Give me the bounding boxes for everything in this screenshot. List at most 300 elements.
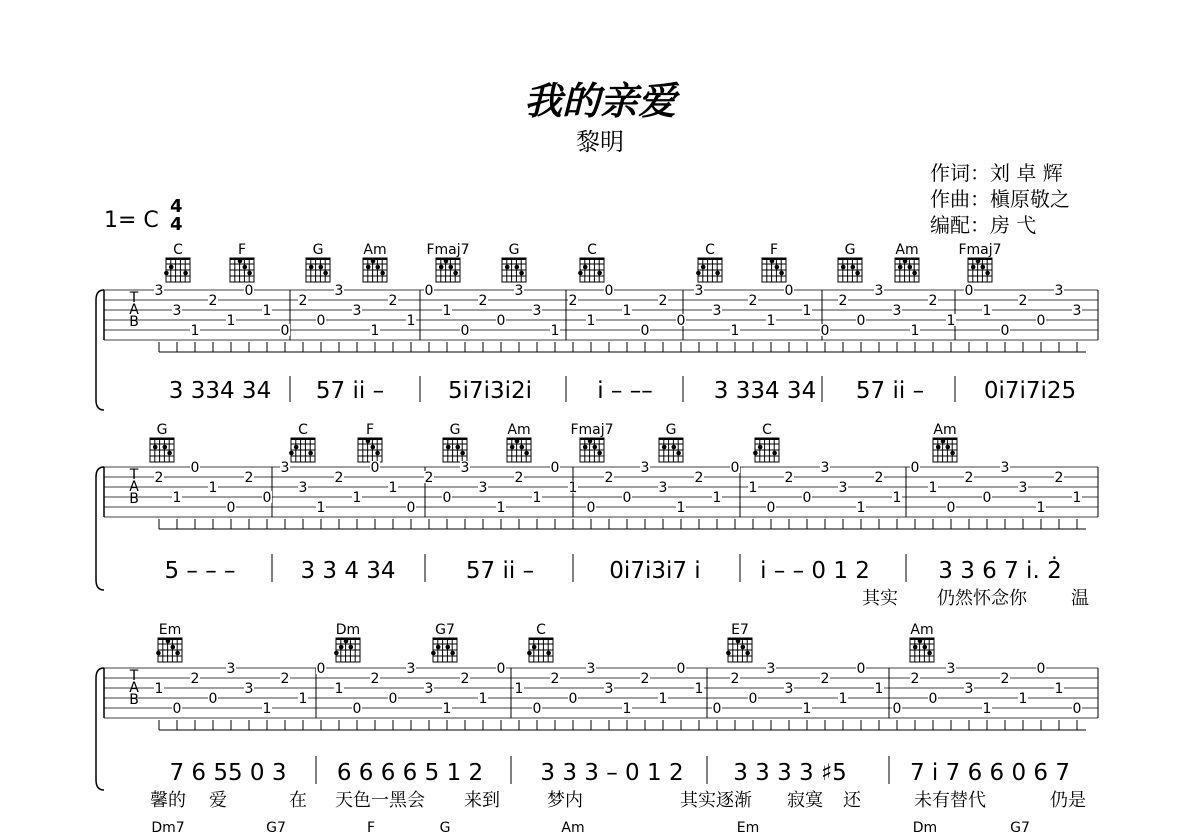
chord-diagram-r2-6-label: G [665,422,677,438]
jianpu-measure-r2-4: i̇ – – 0 1 2 [760,558,870,584]
tab-r3-note: 0 [352,701,362,717]
chord-diagram-r2-4-dot [524,451,529,456]
chord-diagram-r1-4-dot [449,265,454,270]
chord-diagram-r1-2-dot [323,271,328,276]
tab-r3-note: 1 [694,681,704,697]
tab-r1-note: 1 [550,323,560,339]
chord-diagram-r1-10-dot [898,265,903,270]
tab-r2-note: 0 [982,490,992,506]
chord-diagram-r1-3-dot [376,265,381,270]
tab-r1-note: 0 [856,313,866,329]
chord-diagram-r3-3-label: C [536,622,546,638]
tab-r1-note: 2 [568,293,578,309]
tab-r1-note: 0 [460,323,470,339]
tab-r2-note: 1 [568,480,578,496]
chord-diagram-r1-4-dot [453,271,458,276]
chord-diagram-r3-2-dot [450,651,455,656]
tab-r2-note: 2 [154,470,164,486]
tab-r3-note: 1 [1054,681,1064,697]
lyric-r3-8: 还 [843,790,861,811]
chord-name-r4-7: G7 [1010,820,1030,832]
chord-diagram-r1-6-dot [578,271,583,276]
tab-r3-note: 0 [568,691,578,707]
chord-name-r4-4: Am [561,820,585,832]
tab-staff-r1-tab-letter: T [129,290,139,306]
tab-staff-r3-tab-letter: T [129,668,139,684]
tab-r1-note: 3 [874,283,884,299]
tab-r2-note: 0 [802,490,812,506]
chord-diagram-r3-1-dot [344,639,349,644]
tab-r1-note: 1 [370,323,380,339]
composer-credit: 作曲：槇原敬之 [930,187,1070,211]
chord-diagram-r1-3-dot [380,271,385,276]
chord-diagram-r1-11-dot [971,265,976,270]
tab-r3-note: 1 [154,681,164,697]
chord-diagram-r2-8-dot [936,445,941,450]
tab-r2-note: 1 [1036,500,1046,516]
tab-r2-note: 3 [838,480,848,496]
tab-r1-note: 3 [892,303,902,319]
tab-r1-note: 2 [208,293,218,309]
tab-r1-note: 1 [442,303,452,319]
chord-diagram-r3-3-dot [532,645,537,650]
tab-r2-note: 1 [676,500,686,516]
tab-r1-note: 1 [406,313,416,329]
chord-name-r4-6: Dm [912,820,938,832]
tab-r2-note: 1 [856,500,866,516]
tab-r2-note: 0 [226,500,236,516]
tab-r3-note: 2 [280,671,290,687]
lyric-r2-0: 其实 [862,588,898,609]
chord-diagram-r1-3-dot [366,265,371,270]
tab-r1-note: 3 [334,283,344,299]
tab-r3-note: 1 [982,701,992,717]
tab-r2-note: 0 [730,460,740,476]
tab-r2-note: 0 [766,500,776,516]
chord-diagram-r1-4-dot [444,259,449,264]
chord-diagram-r2-1-label: C [298,422,308,438]
chord-diagram-r3-0-dot [166,639,171,644]
chord-diagram-r2-7-label: C [762,422,772,438]
tab-r3-note: 1 [1018,691,1028,707]
tab-staff-r1-tab-letter: B [129,314,139,330]
tab-r2-note: 1 [712,490,722,506]
tab-r2-note: 0 [370,460,380,476]
tab-r2-note: 2 [514,470,524,486]
chord-diagram-r3-4-dot [741,645,746,650]
jianpu-measure-r3-2: 3 3 3 – 0 1 2 [540,760,684,786]
tab-staff-r1-tab-letter: A [129,302,139,318]
tab-r3-note: 0 [388,691,398,707]
tab-r2-note: 3 [820,460,830,476]
chord-diagram-r2-2-dot [375,451,380,456]
tab-r2-note: 3 [1000,460,1010,476]
jianpu-measure-r1-4: 3 334 34 [713,378,817,404]
chord-diagram-r1-0-label: C [173,242,183,258]
chord-diagram-r2-6-dot [662,445,667,450]
tab-r1-note: 1 [730,323,740,339]
chord-name-r4-0: Dm7 [151,820,185,832]
tab-r3-note: 2 [820,671,830,687]
arranger-credit: 编配：房 弋 [930,213,1037,237]
song-title: 我的亲爱 [523,79,676,123]
chord-diagram-r3-3-dot [546,651,551,656]
chord-diagram-r2-7-dot [753,451,758,456]
chord-diagram-r1-3-dot [371,259,376,264]
tab-r2-note: 2 [964,470,974,486]
chord-diagram-r2-4-dot [520,445,525,450]
tab-r2-note: 1 [316,500,326,516]
tab-r3-note: 1 [658,691,668,707]
jianpu-measure-r1-1: 57 i̇i̇ – [315,378,385,404]
tab-staff-r3-tab-letter: B [129,692,139,708]
tab-r1-note: 1 [190,323,200,339]
lyric-r3-0: 馨的 [150,790,186,811]
chord-diagram-r3-1-dot [349,645,354,650]
chord-diagram-r1-0-dot [164,271,169,276]
lyricist-credit: 作词：刘 卓 辉 [930,161,1063,185]
chord-diagram-r3-2-label: G7 [435,622,455,638]
artist-name: 黎明 [576,128,624,156]
tab-r3-note: 0 [856,661,866,677]
system-bracket-r2 [96,467,104,590]
tab-r3-note: 3 [766,661,776,677]
jianpu-measure-r3-1: 6 6 6 6 5 1 2 [336,760,484,786]
chord-diagram-r2-5-dot [597,451,602,456]
tab-r3-note: 2 [730,671,740,687]
tab-staff-r2-tab-letter: B [129,491,139,507]
jianpu-measure-r1-3: i̇ – –– [597,378,653,404]
chord-diagram-r2-5-dot [583,445,588,450]
tab-r1-note: 0 [640,323,650,339]
tab-r2-note: 0 [442,490,452,506]
tab-r3-note: 3 [586,661,596,677]
chord-diagram-r1-5-dot [505,265,510,270]
tab-r3-note: 2 [1000,671,1010,687]
chord-diagram-r3-1-dot [339,645,344,650]
chord-diagram-r2-3-dot [446,445,451,450]
chord-diagram-r1-5-label: G [508,242,520,258]
key-signature: 1= C [104,208,159,233]
tab-r3-note: 3 [604,681,614,697]
tab-r1-note: 2 [838,293,848,309]
chord-diagram-r1-11-dot [985,271,990,276]
chord-diagram-r3-5-dot [927,651,932,656]
chord-diagram-r2-0-dot [163,445,168,450]
tab-r1-note: 0 [496,313,506,329]
chord-diagram-r2-3-dot [456,445,461,450]
tab-r1-note: 1 [586,313,596,329]
chord-diagram-r1-2-dot [309,265,314,270]
tab-r3-note: 1 [874,681,884,697]
tab-r2-note: 2 [334,470,344,486]
tab-r1-note: 3 [1072,303,1082,319]
jianpu-measure-r3-0: 7 6 55 0 3 [169,760,287,786]
time-signature-top: 4 [170,196,183,217]
jianpu-measure-r2-1: 3 3 4 34 [300,558,396,584]
chord-diagram-r1-2-label: G [312,242,324,258]
lyric-r2-2: 温 [1071,588,1089,609]
tab-r1-note: 1 [946,313,956,329]
tab-r2-note: 1 [532,490,542,506]
chord-diagram-r2-1-dot [308,451,313,456]
tab-r2-note: 1 [928,480,938,496]
tab-r3-note: 1 [298,691,308,707]
chord-diagram-r2-3-dot [460,451,465,456]
tab-r1-note: 1 [766,313,776,329]
lyric-r3-5: 梦内 [547,790,583,811]
tab-r3-note: 0 [712,701,722,717]
tab-r2-note: 0 [406,500,416,516]
chord-diagram-r1-9-dot [841,265,846,270]
lyric-r3-7: 寂寞 [787,790,823,811]
tab-r1-note: 0 [1000,323,1010,339]
chord-name-r4-1: G7 [266,820,286,832]
chord-diagram-r1-3-label: Am [363,242,387,258]
lyric-r3-9: 未有替代 [914,790,986,811]
chord-diagram-r1-4-dot [439,265,444,270]
chord-diagram-r2-1-dot [289,451,294,456]
tab-r1-note: 2 [1018,293,1028,309]
chord-diagram-r2-2-dot [371,445,376,450]
tab-r1-note: 1 [226,313,236,329]
chord-diagram-r1-8-dot [779,271,784,276]
chord-name-r4-2: F [366,820,376,832]
system-bracket-r3 [96,668,104,790]
chord-name-r4-5: Em [736,820,760,832]
tab-r1-note: 0 [784,283,794,299]
chord-diagram-r3-0-dot [171,645,176,650]
chord-diagram-r3-5-dot [918,639,923,644]
tab-r1-note: 0 [604,283,614,299]
tab-r1-note: 3 [694,283,704,299]
chord-diagram-r1-10-dot [903,259,908,264]
jianpu-measure-r2-2: 57 i̇i̇ – [465,558,535,584]
tab-r1-note: 2 [298,293,308,309]
chord-diagram-r2-6-dot [672,445,677,450]
tab-staff-r3-tab-letter: A [129,680,139,696]
chord-diagram-r1-7-label: C [705,242,715,258]
chord-diagram-r3-4-dot [736,639,741,644]
jianpu-measure-r2-3: 0i̇7i̇3i̇7 i̇ [609,558,701,584]
lyric-r3-2: 在 [289,790,307,811]
chord-diagram-r1-9-dot [855,271,860,276]
chord-diagram-r1-11-dot [981,265,986,270]
chord-diagram-r2-5-dot [588,439,593,444]
tab-r2-note: 1 [208,480,218,496]
tab-r2-note: 2 [244,470,254,486]
tab-r3-note: 1 [622,701,632,717]
chord-diagram-r1-6-dot [583,265,588,270]
chord-diagram-r1-1-dot [238,259,243,264]
tab-r3-note: 1 [802,701,812,717]
tab-staff-r2-tab-letter: T [129,467,139,483]
chord-diagram-r1-10-dot [908,265,913,270]
chord-diagram-r1-7-dot [696,271,701,276]
tab-r3-note: 1 [442,701,452,717]
chord-diagram-r1-7-dot [701,265,706,270]
chord-diagram-r2-8-dot [941,439,946,444]
chord-diagram-r2-5-dot [593,445,598,450]
chord-diagram-r3-2-dot [446,645,451,650]
chord-diagram-r1-1-dot [247,271,252,276]
tab-r3-note: 3 [946,661,956,677]
chord-diagram-r3-5-label: Am [910,622,934,638]
chord-diagram-r1-5-dot [519,271,524,276]
tab-r3-note: 0 [316,661,326,677]
tab-r2-note: 0 [190,460,200,476]
chord-diagram-r1-11-dot [976,259,981,264]
tab-staff-r2-tab-letter: A [129,479,139,495]
tab-r2-note: 0 [262,490,272,506]
tab-r2-note: 0 [910,460,920,476]
tab-r2-note: 3 [658,480,668,496]
tab-r1-note: 3 [514,283,524,299]
chord-diagram-r3-5-dot [923,645,928,650]
chord-diagram-r1-11-label: Fmaj7 [958,242,1002,258]
jianpu-measure-r1-0: 3 334 34 [168,378,272,404]
tab-r3-note: 0 [892,701,902,717]
tab-r3-note: 2 [910,671,920,687]
chord-diagram-r1-7-dot [715,271,720,276]
tab-r3-note: 0 [676,661,686,677]
tab-r1-note: 3 [154,283,164,299]
tab-r1-note: 1 [622,303,632,319]
time-signature-bottom: 4 [170,214,183,235]
chord-name-r4-3: G [439,820,451,832]
chord-diagram-r3-3-dot [527,651,532,656]
tab-r3-note: 2 [460,671,470,687]
jianpu-measure-r3-3: 3 3 3 3 ♯5 [733,760,847,786]
chord-diagram-r3-1-dot [334,651,339,656]
tab-r2-note: 0 [622,490,632,506]
tab-r3-note: 1 [838,691,848,707]
tab-r2-note: 3 [298,480,308,496]
tab-r1-note: 0 [424,283,434,299]
tab-r3-note: 3 [244,681,254,697]
tab-r1-note: 3 [172,303,182,319]
tab-r2-note: 3 [280,460,290,476]
chord-diagram-r1-1-label: F [237,242,247,258]
tab-r2-note: 0 [550,460,560,476]
tab-r2-note: 1 [388,480,398,496]
tab-r3-note: 2 [550,671,560,687]
chord-diagram-r3-1-label: Dm [335,622,361,638]
tab-r3-note: 3 [964,681,974,697]
tab-r1-note: 2 [748,293,758,309]
tab-r1-note: 0 [676,313,686,329]
jianpu-measure-r2-0: 5 – – – [164,558,236,584]
chord-diagram-r2-8-label: Am [933,422,957,438]
chord-diagram-r1-8-dot [775,265,780,270]
tab-r1-note: 0 [820,323,830,339]
chord-diagram-r2-4-label: Am [507,422,531,438]
chord-diagram-r2-8-dot [950,451,955,456]
tab-r1-note: 1 [910,323,920,339]
tab-r2-note: 1 [748,480,758,496]
chord-diagram-r1-5-dot [515,265,520,270]
tab-r3-note: 3 [406,661,416,677]
chord-diagram-r2-7-dot [772,451,777,456]
chord-diagram-r3-4-label: E7 [731,622,749,638]
chord-diagram-r1-6-label: C [587,242,597,258]
tab-r1-note: 0 [964,283,974,299]
chord-diagram-r1-1-dot [243,265,248,270]
tab-r3-note: 3 [424,681,434,697]
chord-diagram-r2-0-dot [153,445,158,450]
tab-r2-note: 1 [1072,490,1082,506]
tab-r3-note: 1 [478,691,488,707]
chord-diagram-r3-0-dot [156,651,161,656]
tab-r2-note: 1 [892,490,902,506]
tab-r2-note: 0 [586,500,596,516]
chord-diagram-r2-5-label: Fmaj7 [570,422,614,438]
tab-r3-note: 3 [226,661,236,677]
chord-diagram-r2-0-label: G [156,422,168,438]
chord-diagram-r1-0-dot [169,265,174,270]
chord-diagram-r3-0-label: Em [158,622,182,638]
chord-diagram-r1-0-dot [183,271,188,276]
tab-r3-note: 2 [190,671,200,687]
jianpu-measure-r3-4: 7 i̇ 7 6 6 0 6 7 [909,760,1071,786]
tab-r3-note: 1 [262,701,272,717]
tab-r3-note: 0 [1036,661,1046,677]
chord-diagram-r1-10-label: Am [895,242,919,258]
lyric-r2-1: 仍然怀念你 [937,588,1027,609]
tab-r3-note: 3 [784,681,794,697]
tab-r3-note: 2 [370,671,380,687]
lyric-r3-3: 天色一黑会 [335,790,425,811]
tab-r1-note: 3 [712,303,722,319]
tab-r3-note: 0 [1072,701,1082,717]
tab-r2-note: 0 [946,500,956,516]
jianpu-measure-r2-5: 3 3 6 7 i̇. 2̇ [938,558,1062,584]
tab-r3-note: 0 [928,691,938,707]
chord-diagram-r3-5-dot [913,645,918,650]
jianpu-measure-r1-2: 5i̇7i̇3i̇2i̇ [447,378,533,404]
chord-diagram-r2-2-label: F [365,422,375,438]
tab-r1-note: 1 [802,303,812,319]
tab-r1-note: 0 [316,313,326,329]
tab-r3-note: 1 [514,681,524,697]
tab-r2-note: 3 [478,480,488,496]
chord-diagram-r1-9-label: G [844,242,856,258]
tab-r2-note: 1 [172,490,182,506]
chord-diagram-r2-4-dot [510,445,515,450]
chord-diagram-r1-9-dot [851,265,856,270]
tab-r3-note: 0 [532,701,542,717]
tab-r3-note: 0 [172,701,182,717]
chord-diagram-r2-3-label: G [449,422,461,438]
tab-r1-note: 3 [532,303,542,319]
chord-diagram-r2-0-dot [167,451,172,456]
tab-r2-note: 2 [784,470,794,486]
chord-diagram-r2-6-dot [676,451,681,456]
tab-r2-note: 2 [424,470,434,486]
tab-r1-note: 2 [658,293,668,309]
lyric-r3-10: 仍是 [1050,790,1086,811]
tab-r1-note: 1 [982,303,992,319]
chord-diagram-r2-1-dot [294,445,299,450]
tab-r3-note: 2 [640,671,650,687]
tab-r1-note: 2 [388,293,398,309]
tab-r1-note: 3 [352,303,362,319]
tab-r2-note: 3 [460,460,470,476]
chord-diagram-r2-4-dot [515,439,520,444]
jianpu-measure-r1-6: 0i̇7i̇7i̇25 [983,378,1077,404]
tab-r2-note: 3 [640,460,650,476]
chord-diagram-r3-0-dot [175,651,180,656]
